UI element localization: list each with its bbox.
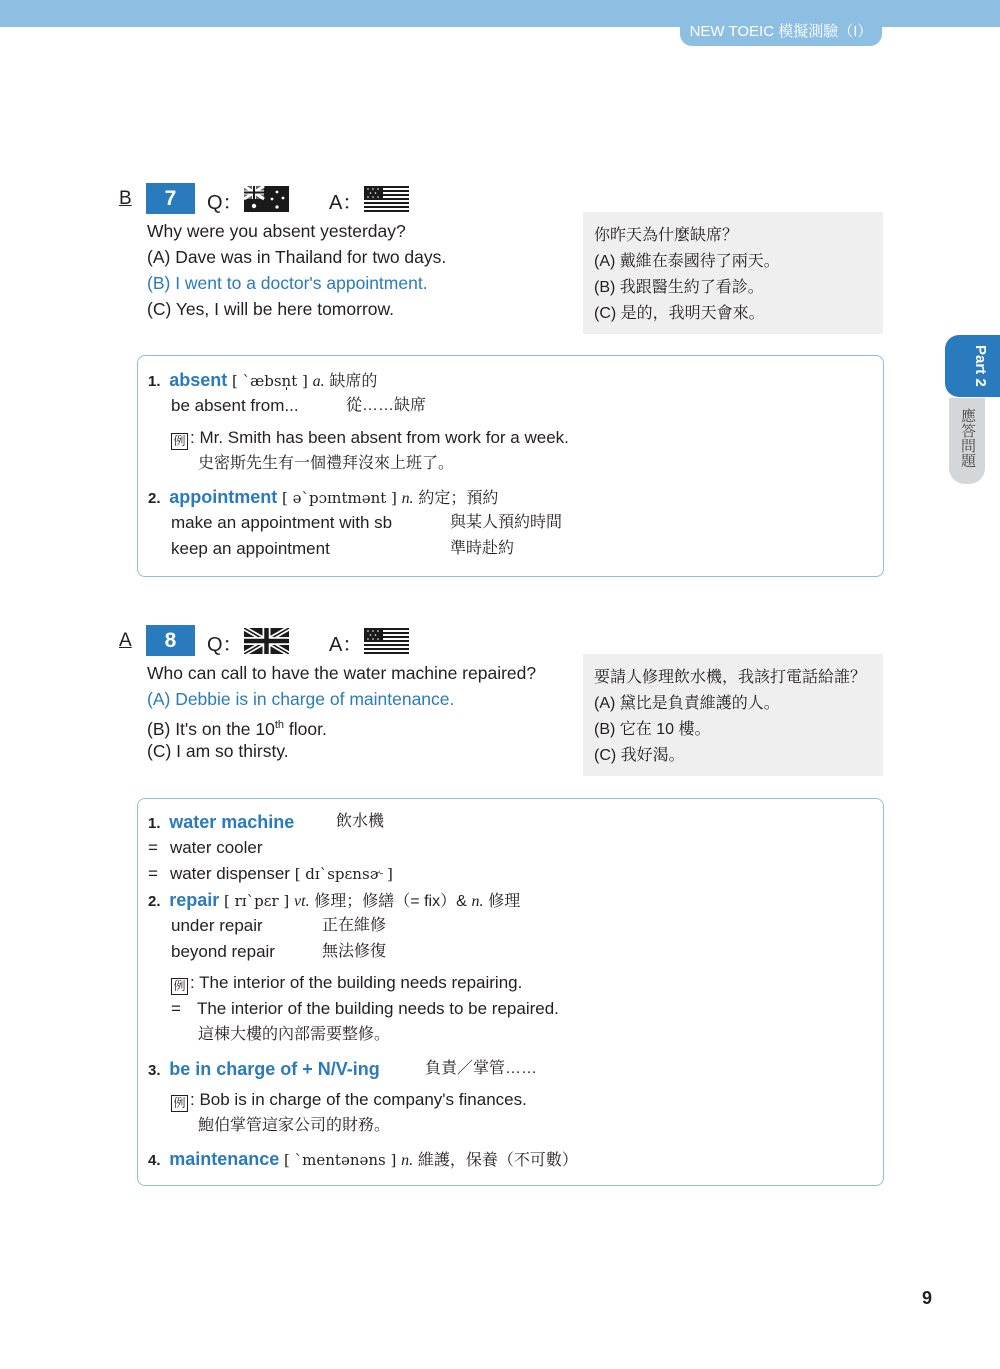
example-sentence: 例 : Bob is in charge of the company's finances. xyxy=(171,1088,527,1112)
question-speaker-label: Q： xyxy=(207,634,243,656)
vocab-entry-repair: 2. repair [ rɪˋpɛr ] vt. 修理；修繕（= fix）& n. 修理 xyxy=(148,890,521,910)
phonetic: [ ˋæbsn̩t ] xyxy=(232,372,308,390)
part-of-speech: vt. xyxy=(294,893,310,910)
synonym: = water cooler xyxy=(148,838,263,857)
phrase-meaning: 準時赴約 xyxy=(450,540,515,557)
running-header: NEW TOEIC 模擬測驗（I） xyxy=(680,18,882,46)
vocab-meaning: 缺席的 xyxy=(329,373,378,390)
option-a-correct: (A) Debbie is in charge of maintenance. xyxy=(147,689,455,709)
example-mark-icon: 例 xyxy=(171,433,188,450)
example-sentence-alt: = The interior of the building needs to be repaired. xyxy=(171,999,559,1018)
question-english xyxy=(147,660,536,764)
vocabulary-box xyxy=(137,355,884,577)
example-sentence: 例 : Mr. Smith has been absent from work for a week. xyxy=(171,426,569,450)
side-tab-part[interactable] xyxy=(945,335,1000,397)
option-c: (C) I am so thirsty. xyxy=(147,741,289,761)
phrase-meaning: 正在維修 xyxy=(322,917,387,934)
vocab-entry-water-machine: 1. water machine xyxy=(148,812,295,832)
translation-question: 你昨天為什麼缺席？ xyxy=(594,227,739,244)
usa-flag-icon xyxy=(364,628,409,654)
vocab-entry-absent: 1. absent [ ˋæbsn̩t ] a. 缺席的 xyxy=(148,370,378,390)
example-sentence: 例 : The interior of the building needs repairing. xyxy=(171,971,522,995)
phonetic: [ rɪˋpɛr ] xyxy=(224,892,290,910)
page-number: 9 xyxy=(922,1288,933,1308)
phonetic: [ əˋpɔɪntmənt ] xyxy=(281,489,397,507)
answer-letter: A xyxy=(119,630,132,651)
translation-a: (A) 黛比是負責維護的人。 xyxy=(594,695,780,712)
question-number: 8 xyxy=(146,625,195,656)
vocab-term: repair xyxy=(169,890,220,910)
translation-c: (C) 是的，我明天會來。 xyxy=(594,305,765,322)
part-of-speech: n. xyxy=(401,490,414,507)
vocab-meaning: 約定；預約 xyxy=(418,490,499,507)
vocab-meaning: 飲水機 xyxy=(336,813,385,830)
phrase-meaning: 與某人預約時間 xyxy=(450,514,563,531)
option-c: (C) Yes, I will be here tomorrow. xyxy=(147,299,395,319)
phrase-meaning: 從……缺席 xyxy=(346,397,427,414)
phrase: beyond repair xyxy=(171,942,275,961)
side-tab-part-label: Part 2 xyxy=(972,345,989,387)
uk-flag-icon xyxy=(244,628,289,654)
option-b-correct: (B) I went to a doctor's appointment. xyxy=(147,273,428,293)
vocab-term: appointment xyxy=(169,487,278,507)
vocab-term: water machine xyxy=(169,812,295,832)
question-english xyxy=(147,218,446,322)
vocab-term: be in charge of + N/V-ing xyxy=(169,1059,380,1079)
example-translation: 史密斯先生有一個禮拜沒來上班了。 xyxy=(198,455,455,472)
phrase: make an appointment with sb xyxy=(171,513,393,532)
part-of-speech: n. xyxy=(401,1152,414,1169)
phrase: keep an appointment xyxy=(171,539,330,558)
part-of-speech: n. xyxy=(471,893,484,910)
example-mark-icon: 例 xyxy=(171,978,188,995)
vocab-meaning: 維護，保養（不可數） xyxy=(417,1152,578,1169)
phrase: under repair xyxy=(171,916,263,935)
example-translation: 鮑伯掌管這家公司的財務。 xyxy=(198,1117,391,1134)
example-translation: 這棟大樓的內部需要整修。 xyxy=(198,1026,391,1043)
vocab-entry-maintenance: 4. maintenance [ ˋmentənəns ] n. 維護，保養（不可數） xyxy=(148,1149,578,1169)
question-speaker-label: Q： xyxy=(207,192,243,214)
phrase-meaning: 無法修復 xyxy=(322,943,387,960)
translation-b: (B) 它在 10 樓。 xyxy=(594,721,711,738)
part-of-speech: a. xyxy=(312,373,325,390)
australia-flag-icon xyxy=(244,186,289,212)
vocabulary-box xyxy=(137,798,884,1186)
translation-box xyxy=(583,212,883,334)
question-number: 7 xyxy=(146,183,195,214)
translation-box xyxy=(583,654,883,776)
vocab-meaning: 負責／掌管…… xyxy=(425,1060,538,1077)
synonym: = water dispenser [ dɪˋspɛnsɚ ] xyxy=(148,864,393,883)
phonetic: [ ˋmentənəns ] xyxy=(284,1151,397,1169)
phonetic: [ dɪˋspɛnsɚ ] xyxy=(294,865,393,883)
vocab-entry-appointment: 2. appointment [ əˋpɔɪntmənt ] n. 約定；預約 xyxy=(148,487,499,507)
translation-question: 要請人修理飲水機，我該打電話給誰？ xyxy=(594,669,867,686)
option-a: (A) Dave was in Thailand for two days. xyxy=(147,247,447,267)
vocab-entry-in-charge: 3. be in charge of + N/V-ing xyxy=(148,1059,380,1079)
translation-a: (A) 戴維在泰國待了兩天。 xyxy=(594,253,780,270)
vocab-meaning: 修理 xyxy=(488,893,521,910)
translation-c: (C) 我好渴。 xyxy=(594,747,685,764)
vocab-meaning: 修理；修繕（= fix）& xyxy=(314,893,467,910)
usa-flag-icon xyxy=(364,186,409,212)
example-mark-icon: 例 xyxy=(171,1095,188,1112)
option-b: (B) It's on the 10th floor. xyxy=(147,718,327,739)
vocab-term: absent xyxy=(169,370,228,390)
answer-speaker-label: A： xyxy=(329,634,363,656)
question-text: Who can call to have the water machine repaired? xyxy=(147,663,537,683)
side-tab-topic-label: 應答問題 xyxy=(959,408,976,468)
answer-letter: B xyxy=(119,188,132,209)
phrase: be absent from... xyxy=(171,396,299,415)
translation-b: (B) 我跟醫生約了看診。 xyxy=(594,279,764,296)
answer-speaker-label: A： xyxy=(329,192,363,214)
side-tab-topic[interactable] xyxy=(949,398,985,484)
question-text: Why were you absent yesterday? xyxy=(147,221,406,241)
vocab-term: maintenance xyxy=(169,1149,280,1169)
